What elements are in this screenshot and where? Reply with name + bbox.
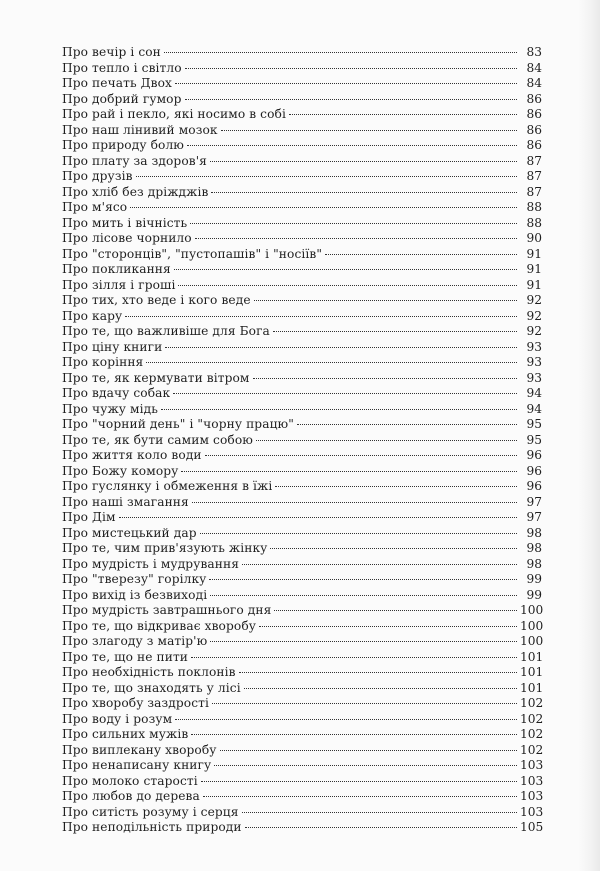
- toc-entry[interactable]: [62, 650, 542, 666]
- toc-entry-page-number: 99: [526, 587, 542, 602]
- dot-leader: [161, 409, 517, 410]
- toc-entry-page-number: 91: [526, 262, 542, 276]
- toc-entry-page-number: 101: [520, 665, 544, 679]
- toc-entry-title: Про те, чим прив'язують жінку: [62, 541, 268, 555]
- toc-entry-page-number: 97: [526, 510, 542, 524]
- toc-entry-title: Про печать Двох: [62, 76, 173, 90]
- dot-leader: [181, 471, 517, 472]
- toc-entry-title: Про вдачу собак: [62, 386, 171, 400]
- dot-leader: [119, 517, 517, 518]
- toc-entry-title: Про вечір і сон: [62, 45, 161, 59]
- dot-leader: [274, 610, 517, 611]
- toc-entry[interactable]: [62, 774, 542, 790]
- toc-entry[interactable]: [62, 557, 542, 573]
- toc-entry-page-number: 91: [526, 246, 542, 261]
- toc-entry-title: Про друзів: [62, 169, 133, 183]
- dot-leader: [214, 765, 517, 766]
- toc-entry-title: Про Дім: [62, 510, 116, 524]
- dot-leader: [210, 641, 517, 642]
- toc-entry-page-number: 86: [526, 107, 542, 121]
- toc-entry-page-number: 100: [520, 618, 544, 633]
- toc-entry[interactable]: [62, 526, 542, 542]
- toc-entry[interactable]: [62, 417, 542, 433]
- toc-entry[interactable]: [62, 743, 542, 759]
- dot-leader: [244, 688, 517, 689]
- toc-entry-page-number: 95: [526, 432, 542, 447]
- dot-leader: [175, 719, 517, 720]
- toc-entry-page-number: 98: [526, 541, 542, 555]
- toc-entry[interactable]: [62, 820, 542, 836]
- toc-entry-title: Про "сторонців", "пустопашів" і "носіїв": [62, 246, 323, 261]
- toc-entry[interactable]: [62, 572, 542, 588]
- toc-entry-title: Про сильних мужів: [62, 727, 189, 741]
- toc-entry-page-number: 102: [520, 727, 544, 741]
- toc-entry-title: Про воду і розум: [62, 711, 173, 726]
- toc-entry[interactable]: [62, 402, 542, 418]
- toc-entry-title: Про вихід із безвиході: [62, 587, 208, 602]
- toc-entry[interactable]: [62, 448, 542, 464]
- toc-entry[interactable]: [62, 138, 542, 154]
- toc-entry[interactable]: [62, 169, 542, 185]
- toc-entry-page-number: 94: [526, 401, 542, 416]
- toc-entry-title: Про хліб без дріжджів: [62, 184, 209, 199]
- toc-entry[interactable]: [62, 61, 542, 77]
- dot-leader: [205, 455, 517, 456]
- toc-entry[interactable]: [62, 278, 542, 294]
- dot-leader: [212, 703, 517, 704]
- toc-entry-title: Про неподільність природи: [62, 820, 242, 834]
- toc-entry[interactable]: [62, 185, 542, 201]
- toc-entry-title: Про лісове чорнило: [62, 231, 192, 245]
- toc-entry-title: Про злагоду з матір'ю: [62, 634, 208, 648]
- toc-entry-page-number: 101: [520, 649, 544, 664]
- dot-leader: [201, 781, 517, 782]
- dot-leader: [275, 486, 517, 487]
- toc-entry-page-number: 100: [520, 634, 544, 648]
- toc-entry-title: Про рай і пекло, які носимо в собі: [62, 107, 286, 121]
- toc-entry-page-number: 102: [520, 696, 544, 710]
- toc-entry-page-number: 88: [526, 215, 542, 230]
- toc-entry-page-number: 94: [526, 386, 542, 400]
- toc-entry[interactable]: [62, 619, 542, 635]
- toc-entry[interactable]: [62, 123, 542, 139]
- toc-entry-title: Про те, як бути самим собою: [62, 432, 253, 447]
- toc-entry-title: Про чужу мідь: [62, 401, 158, 416]
- toc-entry-title: Про тепло і світло: [62, 60, 182, 75]
- dot-leader: [221, 130, 517, 131]
- dot-leader: [254, 300, 517, 301]
- toc-entry-title: Про мудрість і мудрування: [62, 556, 240, 571]
- toc-entry[interactable]: [62, 681, 542, 697]
- dot-leader: [239, 672, 517, 673]
- toc-entry[interactable]: [62, 510, 542, 526]
- toc-entry-title: Про необхідність поклонів: [62, 665, 236, 679]
- toc-entry[interactable]: [62, 727, 542, 743]
- toc-entry-page-number: 93: [526, 355, 542, 369]
- toc-entry[interactable]: [62, 324, 542, 340]
- toc-entry-title: Про хворобу заздрості: [62, 696, 210, 710]
- toc-entry[interactable]: [62, 464, 542, 480]
- toc-entry-title: Про "чорний день" і "чорну працю": [62, 417, 294, 431]
- toc-entry-page-number: 100: [520, 603, 544, 617]
- dot-leader: [130, 207, 517, 208]
- dot-leader: [175, 83, 517, 84]
- toc-entry-page-number: 88: [526, 200, 542, 214]
- toc-entry-title: Про природу болю: [62, 138, 185, 152]
- toc-entry-title: Про виплекану хворобу: [62, 742, 217, 757]
- toc-entry[interactable]: [62, 154, 542, 170]
- dot-leader: [191, 734, 517, 735]
- toc-entry-title: Про "тверезу" горілку: [62, 572, 207, 586]
- toc-entry-title: Про мить і вічність: [62, 215, 188, 230]
- toc-entry-page-number: 102: [520, 711, 544, 726]
- toc-entry[interactable]: [62, 371, 542, 387]
- dot-leader: [210, 595, 517, 596]
- dot-leader: [195, 238, 517, 239]
- toc-entry-page-number: 87: [526, 153, 542, 168]
- dot-leader: [185, 68, 517, 69]
- toc-entry-page-number: 103: [520, 789, 544, 803]
- toc-entry-title: Про кару: [62, 308, 123, 323]
- toc-entry[interactable]: [62, 634, 542, 650]
- toc-entry-page-number: 103: [520, 758, 544, 772]
- dot-leader: [289, 114, 517, 115]
- toc-entry-page-number: 97: [526, 494, 542, 509]
- dot-leader: [245, 827, 517, 828]
- toc-entry[interactable]: [62, 758, 542, 774]
- dot-leader: [185, 99, 517, 100]
- toc-entry-page-number: 96: [526, 448, 542, 462]
- toc-entry-title: Про м'ясо: [62, 200, 128, 214]
- toc-entry-page-number: 92: [526, 308, 542, 323]
- toc-entry-page-number: 98: [526, 556, 542, 571]
- dot-leader: [173, 393, 517, 394]
- toc-entry[interactable]: [62, 479, 542, 495]
- dot-leader: [192, 502, 517, 503]
- toc-entry[interactable]: [62, 293, 542, 309]
- toc-entry-page-number: 99: [526, 572, 542, 586]
- dot-leader: [203, 796, 517, 797]
- toc-entry-title: Про те, що важливіше для Бога: [62, 324, 270, 338]
- toc-entry-title: Про те, що знаходять у лісі: [62, 680, 241, 695]
- toc-entry[interactable]: [62, 76, 542, 92]
- dot-leader: [210, 161, 517, 162]
- toc-entry[interactable]: [62, 340, 542, 356]
- toc-entry-page-number: 98: [526, 525, 542, 540]
- toc-entry-page-number: 86: [526, 138, 542, 152]
- toc-entry-title: Про наші змагання: [62, 494, 189, 509]
- toc-entry[interactable]: [62, 107, 542, 123]
- toc-entry-page-number: 90: [526, 231, 542, 245]
- toc-entry-page-number: 96: [526, 479, 542, 493]
- toc-entry-title: Про мудрість завтрашнього дня: [62, 603, 272, 617]
- dot-leader: [174, 269, 517, 270]
- dot-leader: [178, 285, 517, 286]
- dot-leader: [191, 657, 517, 658]
- dot-leader: [209, 579, 517, 580]
- dot-leader: [270, 548, 517, 549]
- toc-entry[interactable]: [62, 495, 542, 511]
- dot-leader: [190, 223, 517, 224]
- toc-entry[interactable]: [62, 355, 542, 371]
- toc-entry-title: Про плату за здоров'я: [62, 153, 207, 168]
- dot-leader: [165, 347, 517, 348]
- toc-entry-page-number: 101: [520, 680, 544, 695]
- toc-entry-page-number: 91: [526, 277, 542, 292]
- dot-leader: [200, 533, 517, 534]
- toc-entry[interactable]: [62, 541, 542, 557]
- dot-leader: [242, 812, 517, 813]
- toc-entry[interactable]: [62, 200, 542, 216]
- dot-leader: [242, 564, 517, 565]
- toc-entry-page-number: 92: [526, 293, 542, 307]
- toc-entry-title: Про Божу комору: [62, 463, 179, 478]
- toc-entry-title: Про молоко старості: [62, 773, 198, 788]
- toc-entry-title: Про любов до дерева: [62, 789, 200, 803]
- toc-entry[interactable]: [62, 696, 542, 712]
- toc-entry[interactable]: [62, 433, 542, 449]
- dot-leader: [136, 176, 517, 177]
- dot-leader: [273, 331, 517, 332]
- toc-entry-page-number: 95: [526, 417, 542, 431]
- toc-entry-title: Про ненаписану книгу: [62, 758, 212, 772]
- toc-entry-title: Про наш лінивий мозок: [62, 122, 218, 137]
- dot-leader: [256, 440, 517, 441]
- dot-leader: [211, 192, 517, 193]
- toc-entry-title: Про тих, хто веде і кого веде: [62, 293, 251, 307]
- dot-leader: [297, 424, 517, 425]
- dot-leader: [187, 145, 517, 146]
- dot-leader: [325, 254, 517, 255]
- toc-entry-page-number: 86: [526, 91, 542, 106]
- toc-entry-page-number: 92: [526, 324, 542, 338]
- toc-entry-page-number: 83: [526, 45, 542, 59]
- toc-entry-title: Про ситість розуму і серця: [62, 804, 239, 819]
- toc-entry-page-number: 102: [520, 742, 544, 757]
- toc-entry-title: Про гуслянку і обмеження в їжі: [62, 479, 273, 493]
- toc-entry[interactable]: [62, 45, 542, 61]
- toc-entry-title: Про життя коло води: [62, 448, 202, 462]
- toc-entry[interactable]: [62, 789, 542, 805]
- toc-entry[interactable]: [62, 216, 542, 232]
- toc-entry-page-number: 103: [520, 773, 544, 788]
- dot-leader: [253, 378, 518, 379]
- toc-entry[interactable]: [62, 588, 542, 604]
- toc-entry[interactable]: [62, 262, 542, 278]
- toc-entry[interactable]: [62, 309, 542, 325]
- toc-entry-title: Про те, що не пити: [62, 649, 189, 664]
- toc-entry[interactable]: [62, 231, 542, 247]
- page-edge-shadow: [578, 0, 600, 871]
- toc-entry-page-number: 84: [526, 76, 542, 90]
- toc-entry[interactable]: [62, 712, 542, 728]
- toc-entry-page-number: 87: [526, 184, 542, 199]
- toc-entry-page-number: 86: [526, 122, 542, 137]
- toc-entry[interactable]: [62, 247, 542, 263]
- toc-entry-title: Про добрий гумор: [62, 91, 182, 106]
- toc-entry-page-number: 93: [526, 370, 542, 385]
- toc-entry-page-number: 105: [520, 820, 544, 834]
- dot-leader: [220, 750, 517, 751]
- toc-entry-title: Про мистецький дар: [62, 525, 197, 540]
- toc-entry-title: Про коріння: [62, 355, 144, 369]
- toc-entry-title: Про те, що відкриває хворобу: [62, 618, 257, 633]
- table-of-contents: [62, 45, 542, 836]
- toc-entry-page-number: 93: [526, 339, 542, 354]
- dot-leader: [259, 626, 517, 627]
- toc-entry-page-number: 84: [526, 60, 542, 75]
- toc-entry[interactable]: [62, 665, 542, 681]
- toc-entry[interactable]: [62, 805, 542, 821]
- toc-entry-title: Про зілля і гроші: [62, 277, 176, 292]
- toc-entry-title: Про покликання: [62, 262, 171, 276]
- dot-leader: [125, 316, 517, 317]
- toc-entry-page-number: 103: [520, 804, 544, 819]
- toc-entry[interactable]: [62, 603, 542, 619]
- toc-entry[interactable]: [62, 386, 542, 402]
- toc-entry-title: Про те, як кермувати вітром: [62, 370, 250, 385]
- toc-entry-page-number: 96: [526, 463, 542, 478]
- toc-entry-page-number: 87: [526, 169, 542, 183]
- dot-leader: [164, 52, 517, 53]
- dot-leader: [146, 362, 517, 363]
- toc-entry[interactable]: [62, 92, 542, 108]
- toc-entry-title: Про ціну книги: [62, 339, 163, 354]
